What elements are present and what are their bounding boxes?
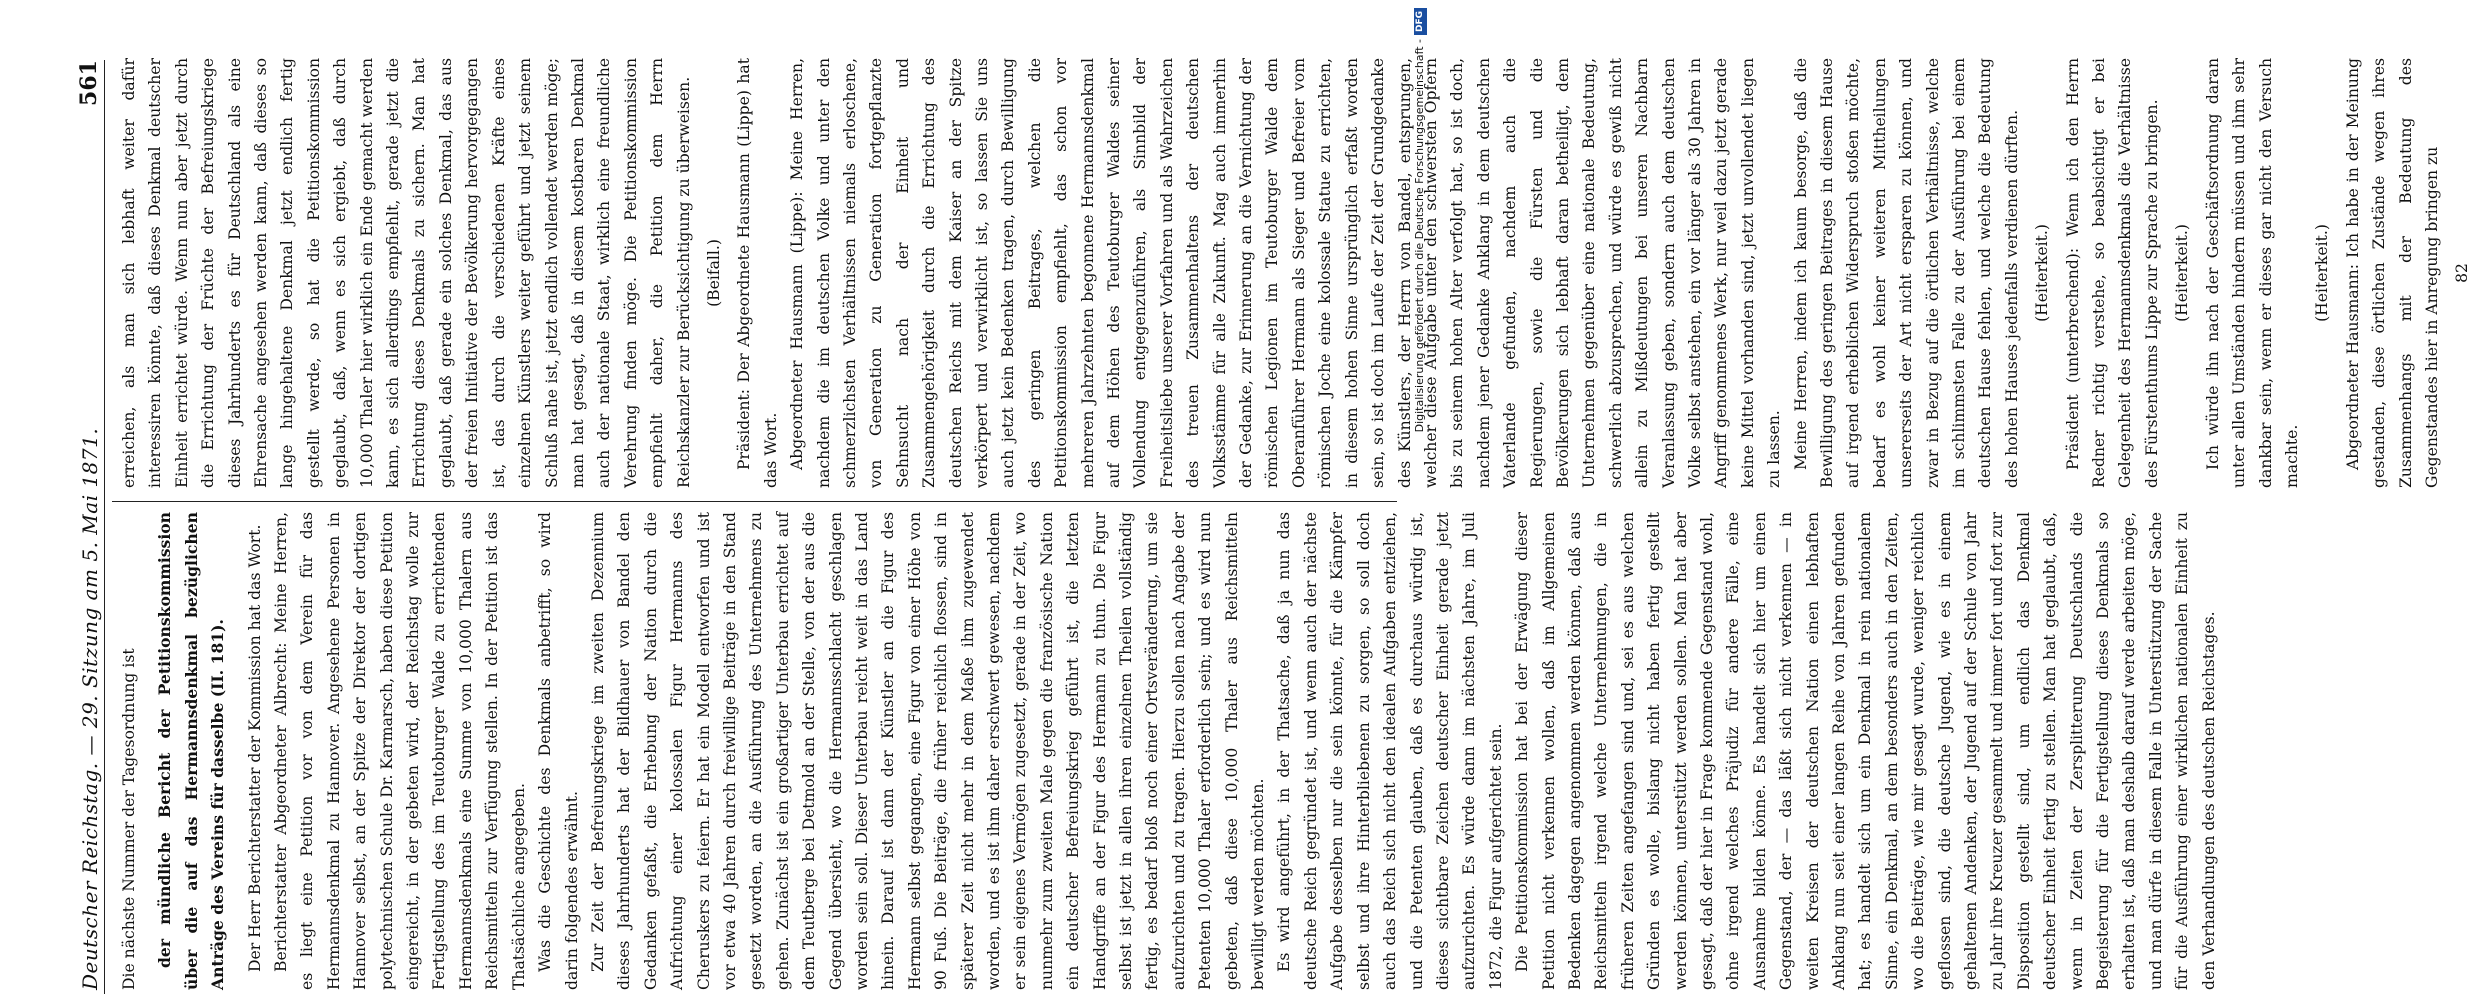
page-number: 561 (76, 60, 102, 106)
left-column (116, 512, 2218, 990)
president-interruption: Präsident (unterbrechend): Wenn ich den Herrn Redner richtig verstehe, so beabsichtigt er bei Gelegenheit des Hermannsdenkmals die Verhältnisse des Fürstenthums Lippe zur Sprache zu bringen. (2063, 58, 2161, 488)
digitization-credit (1412, 8, 1428, 998)
spacer (232, 512, 242, 990)
header-rule (104, 60, 105, 994)
paragraph: Es wird angeführt, in der Thatsache, daß ja nun das deutsche Reich gegründet ist, und wenn auch der nächste Aufgabe desselben nur die sein könnte, für die Kämpfer selbst und ihre Hinterbliebenen zu sorgen, so soll doch auch das Reich sich nicht den idealen Aufgaben entziehen, und die Petenten glauben, daß es durchaus würdig ist, dieses sichtbare Zeichen deutscher Einheit gerade jetzt aufzurichten. Es würde dann im nächsten Jahre, im Juli 1872, die Figur aufgerichtet sein. (1275, 512, 1505, 990)
paragraph: erreichen, als man sich lebhaft weiter dafür interessiren könnte, daß dieses Denkmal deutscher Einheit errichtet würde. Wenn nun aber jetzt durch die Errichtung der Früchte der Befreiungskriege dieses Jahrhunderts es für Deutschland als eine Ehrensache angesehen werden kann, daß dieses so lange hingehaltene Denkmal jetzt endlich fertig gestellt werde, so hat die Petitionskommission geglaubt, daß, wenn es sich ergiebt, daß durch 10,000 Thaler hier wirklich ein Ende gemacht werden kann, es sich allerdings empfiehlt, gerade jetzt die Errichtung dieses Denkmals zu sichern. Man hat geglaubt, daß gerade ein solches Denkmal, das aus der freien Initiative der Bevölkerung hervorgegangen ist, das durch die verschiedenen Kräfte eines einzelnen Künstlers weiter geführt und jetzt seinem Schluß nahe ist, jetzt endlich vollendet werden möge; man hat gesagt, daß in diesem kostbaren Denkmal auch der nationale Staat, wirklich eine freundliche Verehrung finden möge. Die Petitionskommission empfiehlt daher, die Petition dem Herrn Reichskanzler zur Berücksichtigung zu überweisen. (120, 58, 693, 488)
paragraph: Der Herr Berichterstatter der Kommission hat das Wort. (245, 524, 264, 972)
paragraph: Was die Geschichte des Denkmals anbetrifft, so wird darin folgendes erwähnt. (536, 512, 581, 990)
agenda-intro: Die nächste Nummer der Tagesordnung ist (120, 648, 138, 990)
paragraph: Zur Zeit der Befreiungskriege im zweiten Dezennium dieses Jahrhunderts hat der Bildhauer von Bandel den Gedanken gefaßt, die Erhebung der Nation durch die Aufrichtung einer kolossalen Figur Hermanns des Cheruskers zu feiern. Er hat ein Modell entworfen und ist vor etwa 40 Jahren durch freiwillige Beiträge in den Stand gesetzt worden, an die Ausführung des Unternehmens zu gehen. Zunächst ist ein großartiger Unterbau errichtet auf dem Teutberge bei Detmold an der Stelle, von der aus die Gegend übersieht, wo die Hermannsschlacht geschlagen worden sein soll. Dieser Unterbau reicht weit in das Land hinein. Darauf ist dann der Künstler an die Figur des Hermann selbst gegangen, eine Figur von einer Höhe von 90 Fuß. Die Beiträge, die früher reichlich flossen, sind in späterer Zeit nicht mehr in dem Maße ihm zugewendet worden, und es ist ihm daher erschwert gewesen, nachdem er sein eigenes Vermögen zugesetzt, gerade in der Zeit, wo nunmehr zum zweiten Male gegen die französische Nation ein deutscher Befreiungskrieg geführt ist, die letzten Handgriffe an der Figur des Hermann zu thun. Die Figur selbst ist jetzt in allen ihren einzelnen Theilen vollständig fertig, es bedarf bloß noch einer Ortsveränderung, um sie aufzurichten und zu tragen. Hierzu sollen nach Angabe der Petenten 10,000 Thaler erforderlich sein; und es wird nun gebeten, daß diese 10,000 Thaler aus Reichsmitteln bewilligt werden möchten. (588, 512, 1268, 990)
signature-mark: 82 (2453, 263, 2472, 283)
paragraph: Die Petitionskommission hat bei der Erwägung dieser Petition nicht verkennen wollen, daß im Allgemeinen Bedenken dagegen angenommen werden können, daß aus Reichsmitteln irgend welche Unternehmungen, die in früheren Zeiten angefangen sind und, sei es aus welchen Gründen es wolle, bislang nicht haben fertig gestellt werden können, unterstützt werden sollen. Man hat aber gesagt, daß der hier in Frage kommende Gegenstand wohl, ohne irgend welches Präjudiz für andere Fälle, eine Ausnahme bilden könne. Es handelt sich hier um einen Gegenstand, der — das läßt sich nicht verkennen — in weiten Kreisen der deutschen Nation einen lebhaften Anklang nun seit einer langen Reihe von Jahren gefunden hat; es handelt sich um ein Denkmal in rein nationalem Sinne, ein Denkmal, an dem besonders auch in den Zeiten, wo die Beiträge, wie mir gesagt wurde, weniger reichlich geflossen sind, die deutsche Jugend, wie es in einem gehaltenen Andenken, der Jugend auf der Schule von Jahr zu Jahr ihre Kreuzer gesammelt und immer fort und fort zur Disposition gestellt sind, um endlich das Denkmal deutscher Einheit fertig zu stellen. Man hat geglaubt, daß, wenn in Zeiten der Zersplitterung Deutschlands die Begeisterung für die Fertigstellung dieses Denkmals so erhalten ist, daß man deshalb darauf werde arbeiten möge, und man dürfe in diesem Falle in Unterstützung der Sache für die Ausführung einer wirklichen nationalen Einheit zu den Verhandlungen des deutschen Reichstages. (1513, 512, 2218, 990)
agenda-item-heading: der mündliche Bericht der Petitionskommission über die auf das Hermannsdenkmal bezüglichen Anträge des Vereins für dasselbe (II. 181). (155, 512, 228, 990)
running-title: Deutscher Reichstag. — 29. Sitzung am 5. Mai 1871. (78, 427, 102, 990)
paragraph: Ich würde ihn nach der Geschäftsordnung daran unter allen Umständen hindern müssen und ihm sehr dankbar sein, wenn er dieses gar nicht den Versuch machte. (2203, 58, 2301, 488)
credit-text: Digitalisierung gefördert durch die Deutsche Forschungsgemeinschaft - (1413, 39, 1426, 433)
paragraph: Meine Herren, indem ich kaum besorge, daß die Bewilligung des geringen Beitrages in diesem Hause auf irgend erheblichen Widerspruch stoßen möchte, bedarf es wohl keiner weiteren Mittheilungen unsererseits der Art nicht ersparen zu können, und zwar in Bezug auf die örtlichen Verhältnisse, welche im schlimmsten Falle zu der Ausführung bei einem deutschen Hause fehlen, und welche die Bedeutung des hohen Hauses jedenfalls verdienen dürften. (1791, 58, 2021, 488)
reaction-laughter: (Heiterkeit.) (2033, 224, 2052, 322)
speech-hausmann-continued: Abgeordneter Hausmann: Ich habe in der Meinung gestanden, diese örtlichen Zustände wegen ihres Zusammenhangs mit der Bedeutung des Gegenstandes hier in Anregung bringen zu (2343, 58, 2441, 488)
speech-hausmann: Abgeordneter Hausmann (Lippe): Meine Herren, nachdem die im deutschen Volke und unter den schmerzlichsten Verhältnissen niemals erloschene, von Generation zu Generation fortgepflanzte Sehnsucht nach der Einheit und Zusammengehörigkeit durch die Errichtung des deutschen Reichs mit dem Kaiser an der Spitze verkörpert und verwirklicht ist, so lassen Sie uns auch jetzt kein Bedenken tragen, durch Bewilligung des geringen Beitrages, welchen die Petitionskommission empfiehlt, das schon vor mehreren Jahrzehnten begonnene Hermannsdenkmal auf dem Höhen des Teutoburger Waldes seiner Vollendung entgegenzuführen, als Sinnbild der Freiheitsliebe unserer Vorfahren und als Wahrzeichen des treuen Zusammenhaltens der deutschen Volksstämme für alle Zukunft. Mag auch immerhin der Gedanke, zur Erinnerung an die Vernichtung der römischen Legionen im Teutoburger Walde dem Oberanführer Hermann als Sieger und Befreier vom römischen Joche eine kolossale Statue zu errichten, in diesem hohen Sinne ursprünglich erfaßt worden sein, so ist doch im Laufe der Zeit der Grundgedanke des Künstlers, der Herrn von Bandel, entsprungen, welcher diese Aufgabe unter den schwersten Opfern bis zu seinem hohen Alter verfolgt hat, so ist doch, nachdem jener Gedanke Anklang in dem deutschen Vaterlande gefunden, nachdem auch die Regierungen, sowie die Fürsten und die Bevölkerungen sich lebhaft daran betheiligt, dem Unternehmen gegenüber eine nationale Bedeutung, schwerlich abzusprechen, und würde es gewiß nicht allein zu Mißdeutungen bei unseren Nachbarn Veranlassung geben, sondern auch dem deutschen Volke selbst anstehen, ein vor länger als 30 Jahren in Angriff genommenes Werk, nur weil dazu jetzt gerade keine Mittel vorhanden sind, jetzt unvollendet liegen zu lassen. (788, 58, 1784, 488)
column-divider (112, 501, 1397, 502)
spacer (142, 512, 152, 990)
page-header (62, 60, 102, 990)
reaction-laughter: (Heiterkeit.) (2313, 224, 2332, 322)
president-line: Präsident: Der Abgeordnete Hausmann (Lippe) hat das Wort. (735, 58, 780, 488)
dfg-logo: DFG (1414, 8, 1427, 35)
speech-albrecht: Berichterstatter Abgeordneter Albrecht: Meine Herren, es liegt eine Petition vor von dem Verein für das Hermannsdenkmal zu Hannover. Angesehene Personen in Hannover selbst, an der Spitze der Direktor der dortigen polytechnischen Schule Dr. Karmarsch, haben diese Petition eingereicht, in der gebeten wird, der Reichstag wolle zur Fertigstellung des im Teutoburger Walde zu errichtenden Hermannsdenkmals eine Summe von 10,000 Thalern aus Reichsmitteln zur Verfügung stellen. In der Petition ist das Thatsächliche angegeben. (272, 512, 528, 990)
reaction-laughter: (Heiterkeit.) (2173, 224, 2192, 322)
reaction-applause: (Beifall.) (704, 239, 723, 307)
